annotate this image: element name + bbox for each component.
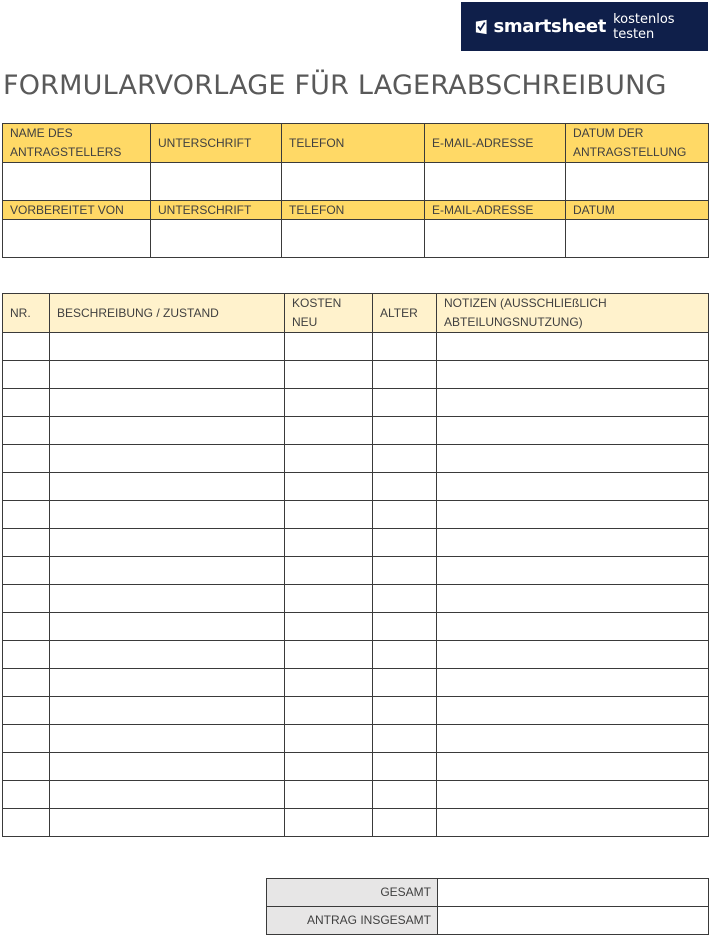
input-cell[interactable] [3,220,151,258]
input-cell[interactable] [373,669,437,697]
table-row [3,445,709,473]
input-cell[interactable] [437,725,709,753]
input-cell[interactable] [285,557,373,585]
input-cell[interactable] [373,753,437,781]
input-cell[interactable] [50,613,285,641]
input-cell[interactable] [285,417,373,445]
input-cell[interactable] [3,389,50,417]
input-cell[interactable] [3,445,50,473]
input-cell[interactable] [373,697,437,725]
input-cell[interactable] [425,163,566,201]
gesamt-label: GESAMT [267,879,438,907]
input-cell[interactable] [285,669,373,697]
table-row [3,361,709,389]
header-cell: BESCHREIBUNG / ZUSTAND [50,294,285,333]
table-row [3,613,709,641]
input-cell[interactable] [437,641,709,669]
input-cell[interactable] [566,163,709,201]
input-cell[interactable] [3,473,50,501]
input-cell[interactable] [437,781,709,809]
input-cell[interactable] [3,697,50,725]
input-cell[interactable] [285,389,373,417]
request-input-row [3,163,709,201]
input-cell[interactable] [285,641,373,669]
input-cell[interactable] [151,220,282,258]
input-cell[interactable] [282,220,425,258]
input-cell[interactable] [373,333,437,361]
input-cell[interactable] [285,529,373,557]
input-cell[interactable] [285,585,373,613]
input-cell[interactable] [50,725,285,753]
input-cell[interactable] [373,501,437,529]
input-cell[interactable] [285,781,373,809]
banner-brand: smartsheet [493,16,607,37]
input-cell[interactable] [50,473,285,501]
input-cell[interactable] [373,613,437,641]
input-cell[interactable] [285,697,373,725]
input-cell[interactable] [373,641,437,669]
input-cell[interactable] [50,697,285,725]
input-cell[interactable] [285,445,373,473]
header-cell: ALTER [373,294,437,333]
input-cell[interactable] [282,163,425,201]
input-cell[interactable] [3,529,50,557]
input-cell[interactable] [437,529,709,557]
prepared-input-row [3,220,709,258]
input-cell[interactable] [3,417,50,445]
gesamt-input[interactable] [438,879,709,907]
input-cell[interactable] [50,529,285,557]
input-cell[interactable] [437,585,709,613]
input-cell[interactable] [50,417,285,445]
header-cell: NOTIZEN (AUSSCHLIEßLICH ABTEILUNGSNUTZUNG) [437,294,709,333]
header-cell: UNTERSCHRIFT [151,124,282,163]
table-row [3,473,709,501]
input-cell[interactable] [285,725,373,753]
input-cell[interactable] [373,725,437,753]
table-row [3,725,709,753]
request-table [2,123,709,258]
input-cell[interactable] [437,417,709,445]
items-header-row [3,294,709,333]
input-cell[interactable] [3,725,50,753]
input-cell[interactable] [437,669,709,697]
input-cell[interactable] [437,613,709,641]
header-cell: E-MAIL-ADRESSE [425,201,566,220]
table-row [3,585,709,613]
input-cell[interactable] [3,163,151,201]
input-cell[interactable] [50,333,285,361]
input-cell[interactable] [437,445,709,473]
input-cell[interactable] [3,501,50,529]
input-cell[interactable] [3,585,50,613]
smartsheet-banner[interactable] [461,2,708,51]
input-cell[interactable] [437,697,709,725]
input-cell[interactable] [437,557,709,585]
table-row [3,809,709,837]
page-title: FORMULARVORLAGE FÜR LAGERABSCHREIBUNG [3,70,667,101]
input-cell[interactable] [437,333,709,361]
input-cell[interactable] [3,641,50,669]
input-cell[interactable] [3,557,50,585]
summary-row [267,879,709,907]
header-cell: NR. [3,294,50,333]
input-cell[interactable] [3,809,50,837]
antrag-insgesamt-label: ANTRAG INSGESAMT [267,907,438,935]
items-table [2,293,709,837]
table-row [3,529,709,557]
input-cell[interactable] [285,753,373,781]
input-cell[interactable] [3,361,50,389]
input-cell[interactable] [3,781,50,809]
banner-cta: kostenlos testen [613,11,675,42]
input-cell[interactable] [50,669,285,697]
input-cell[interactable] [151,163,282,201]
input-cell[interactable] [437,809,709,837]
table-row [3,557,709,585]
input-cell[interactable] [437,501,709,529]
input-cell[interactable] [373,445,437,473]
input-cell[interactable] [3,613,50,641]
request-header-row [3,124,709,163]
input-cell[interactable] [50,389,285,417]
input-cell[interactable] [373,585,437,613]
input-cell[interactable] [50,501,285,529]
table-row [3,417,709,445]
input-cell[interactable] [50,641,285,669]
input-cell[interactable] [50,557,285,585]
input-cell[interactable] [373,529,437,557]
header-cell: UNTERSCHRIFT [151,201,282,220]
input-cell[interactable] [285,501,373,529]
header-cell: TELEFON [282,201,425,220]
input-cell[interactable] [3,753,50,781]
table-row [3,669,709,697]
input-cell[interactable] [425,220,566,258]
header-cell: E-MAIL-ADRESSE [425,124,566,163]
input-cell[interactable] [3,333,50,361]
input-cell[interactable] [373,473,437,501]
antrag-insgesamt-input[interactable] [438,907,709,935]
input-cell[interactable] [285,361,373,389]
header-cell: DATUM [566,201,709,220]
input-cell[interactable] [50,585,285,613]
header-cell: NAME DES ANTRAGSTELLERS [3,124,151,163]
input-cell[interactable] [50,445,285,473]
header-cell: KOSTEN NEU [285,294,373,333]
summary-table [266,878,709,935]
input-cell[interactable] [50,753,285,781]
input-cell[interactable] [50,361,285,389]
input-cell[interactable] [50,781,285,809]
summary-row [267,907,709,935]
input-cell[interactable] [373,781,437,809]
header-cell: DATUM DER ANTRAGSTELLUNG [566,124,709,163]
input-cell[interactable] [373,417,437,445]
input-cell[interactable] [285,473,373,501]
input-cell[interactable] [285,333,373,361]
table-row [3,333,709,361]
input-cell[interactable] [285,613,373,641]
input-cell[interactable] [437,753,709,781]
input-cell[interactable] [437,389,709,417]
table-row [3,697,709,725]
input-cell[interactable] [3,669,50,697]
header-cell: TELEFON [282,124,425,163]
input-cell[interactable] [50,809,285,837]
header-cell: VORBEREITET VON [3,201,151,220]
input-cell[interactable] [566,220,709,258]
input-cell[interactable] [437,473,709,501]
smartsheet-logo-icon [475,19,487,35]
table-row [3,641,709,669]
table-row [3,753,709,781]
input-cell[interactable] [373,809,437,837]
input-cell[interactable] [437,361,709,389]
table-row [3,389,709,417]
table-row [3,781,709,809]
input-cell[interactable] [373,557,437,585]
input-cell[interactable] [373,361,437,389]
table-row [3,501,709,529]
input-cell[interactable] [373,389,437,417]
input-cell[interactable] [285,809,373,837]
prepared-header-row [3,201,709,220]
